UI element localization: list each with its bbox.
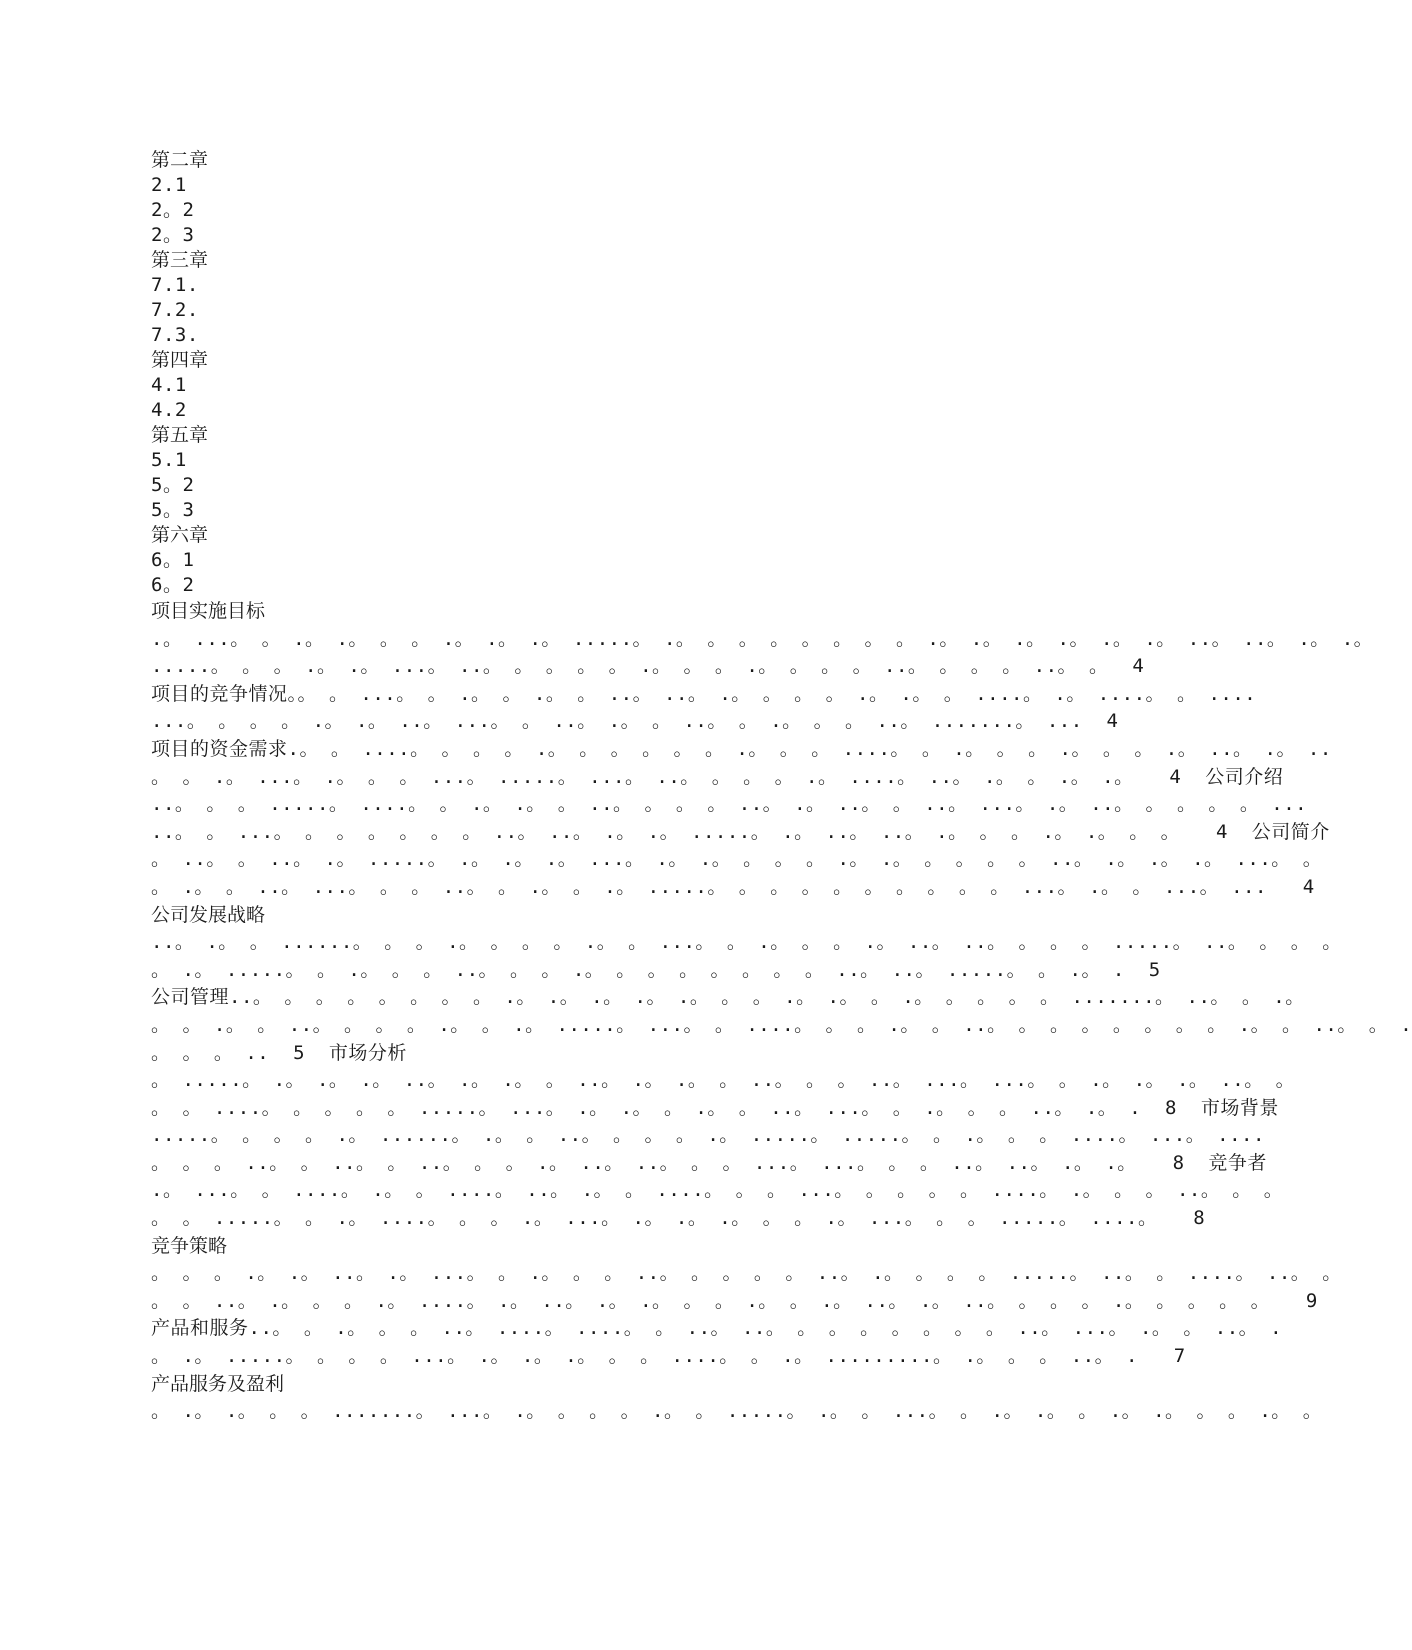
toc-entry-line: 项目的竞争情况。。 。 ...。 。 .。 。 .。 。 ..。 ..。 .。 。 。 。 .。 .。 。 ....。 .。 ....。 。 .... [151,682,1257,705]
toc-leader-line: 。 。 。 .. 5 市场分析 [151,1041,407,1064]
toc-leader-line: 。 。 。 .。 .。 ..。 .。 ...。 。 .。 。 。 ..。 。 。 。 。 ..。 .。 。 。 。 .....。 ..。 。 ....。 ..。 。 [151,1262,1342,1285]
section-number: 2。3 [151,224,195,246]
toc-entry-title: 项目实施目标 [151,600,266,622]
toc-leader-line: 。 .。 。 ..。 ...。 。 。 ..。 。 .。 。 .。 .....。 。 。 。 。 。 。 。 。 。 ...。 .。 。 ...。 ... 4 [151,875,1315,898]
toc-leader-line: ..。 .。 。 ......。 。 。 .。 。 。 。 .。 。 ...。 。 .。 。 。 .。 ..。 ..。 。 。 。 .....。 ..。 。 。 。 [151,931,1342,954]
section-number: 2。2 [151,199,195,221]
toc-leader-line: 。 。 ..。 .。 。 。 .。 ....。 .。 ..。 .。 .。 。 。 .。 。 .。 ..。 .。 ..。 。 。 。 .。 。 。 。 。 9 [151,1289,1318,1312]
chapter-3-heading: 第三章 [151,249,209,271]
toc-leader-line: .。 ...。 。 ....。 .。 。 ....。 ..。 .。 。 ....。 。 。 ...。 。 。 。 。 ....。 .。 。 。 ..。 。 。 [151,1179,1284,1202]
toc-leader-line: 。 .。 .。 。 。 .......。 ...。 .。 。 。 。 .。 。 .....。 .。 。 ...。 。 .。 .。 。 .。 .。 。 。 .。 。 [151,1400,1323,1423]
chapter-6-heading: 第六章 [151,524,209,546]
section-number: 7.3. [151,324,199,346]
toc-leader-line: ..。 。 ...。 。 。 。 。 。 。 ..。 ..。 .。 .。 .....。 .。 ..。 ..。 .。 。 。 .。 .。 。 。 4 公司简介 [151,820,1330,843]
section-number: 7.2. [151,299,199,321]
toc-leader-line: .....。 。 。 .。 .。 ...。 ..。 。 。 。 。 .。 。 。 .。 。 。 。 ..。 。 。 。 ..。 。 4 [151,655,1145,678]
toc-leader-line: 。 。 .。 。 ..。 。 。 。 .。 。 .。 .....。 ...。 。 ....。 。 。 .。 。 ..。 。 。 。 。 。 。 。 .。 。 ..。 。 . [151,1013,1412,1036]
toc-leader-line: 。 .。 .....。 。 。 。 ...。 .。 .。 .。 。 。 ....。 。 .。 .........。 .。 。 。 ..。 . 7 [151,1345,1186,1368]
toc-leader-line: 。 .....。 .。 .。 .。 ..。 .。 .。 。 ..。 .。 .。 。 ..。 。 。 ..。 ...。 ...。 。 .。 .。 .。 ..。 。 [151,1069,1296,1092]
toc-leader-line: 。 。 ....。 。 。 。 。 .....。 ...。 .。 .。 。 .。 。 ..。 ...。 。 .。 。 。 ..。 .。 . 8 市场背景 [151,1096,1279,1119]
toc-entry-title: 公司发展战略 [151,903,266,926]
toc-leader-line: 。 .。 .....。 。 .。 。 。 ..。 。 。 .。 。 。 。 。 。 。 。 ..。 ..。 .....。 。 .。 . 5 [151,958,1161,981]
toc-entry-line: 项目的资金需求.。 。 ....。 。 。 。 .。 。 。 。 。 。 .。 。 。 ....。 。 .。 。 。 .。 。 。 .。 ..。 .。 .. [151,737,1332,760]
section-number: 5。2 [151,474,195,496]
toc-leader-line: 。 。 .。 ...。 .。 。 。 ...。 .....。 ...。 ..。 。 。 。 .。 ....。 ..。 .。 。 .。 .。 4 公司介绍 [151,765,1284,788]
chapter-2-heading: 第二章 [151,149,209,171]
toc-entry-title: 产品服务及盈利 [151,1372,285,1395]
toc-leader-line: ..。 。 。 .....。 ....。 。 .。 .。 。 ..。 。 。 。 ..。 .。 ..。 。 ..。 ...。 .。 ..。 。 。 。 。 ... [151,793,1308,816]
toc-leader-line: 。 ..。 。 ..。 .。 .....。 .。 .。 .。 ...。 .。 .。 。 。 。 .。 .。 。 。 。 。 ..。 .。 .。 .。 ...。 。 [151,848,1323,871]
toc-entry-line: 公司管理..。 。 。 。 。 。 。 。 .。 .。 .。 .。 .。 。 。 .。 .。 。 .。 。 。 。 。 .......。 ..。 。 .。 [151,986,1305,1009]
section-number: 4.1 [151,374,187,396]
section-number: 6。1 [151,549,195,571]
section-number: 5.1 [151,449,187,471]
section-number: 2.1 [151,174,187,196]
section-number: 5。3 [151,499,195,521]
toc-leader-line: ...。 。 。 。 .。 .。 ..。 ...。 。 ..。 .。 。 ..。 。 .。 。 。 ..。 .......。 ... 4 [151,710,1119,733]
section-number: 4.2 [151,399,187,421]
chapter-5-heading: 第五章 [151,424,209,446]
toc-leader-line: 。 。 .....。 。 .。 ....。 。 。 .。 ...。 .。 .。 .。 。 。 .。 ...。 。 。 .....。 ....。 8 [151,1207,1206,1230]
toc-entry-title: 竞争策略 [151,1234,228,1257]
toc-leader-line: .。 ...。 。 .。 .。 。 。 .。 .。 .。 .....。 .。 。 。 。 。 。 。 。 .。 .。 .。 .。 .。 .。 ..。 ..。 .。 .。 [151,627,1374,650]
section-number: 6。2 [151,574,195,596]
document-page [151,148,1412,1426]
chapter-4-heading: 第四章 [151,349,209,371]
toc-leader-line: .....。 。 。 。 .。 ......。 .。 。 ..。 。 。 。 .。 .....。 .....。 。 .。 。 。 ....。 ...。 .... [151,1124,1265,1147]
toc-leader-line: 。 。 。 ..。 。 ..。 。 ..。 。 。 .。 ..。 ..。 。 。 ...。 ...。 。 。 ..。 ..。 .。 .。 8 竞争者 [151,1151,1267,1174]
toc-entry-line: 产品和服务..。 。 .。 。 。 ..。 ....。 ....。 。 ..。 ..。 。 。 。 。 。 。 。 ..。 ...。 .。 。 ..。 . [151,1317,1283,1340]
section-number: 7.1. [151,274,199,296]
